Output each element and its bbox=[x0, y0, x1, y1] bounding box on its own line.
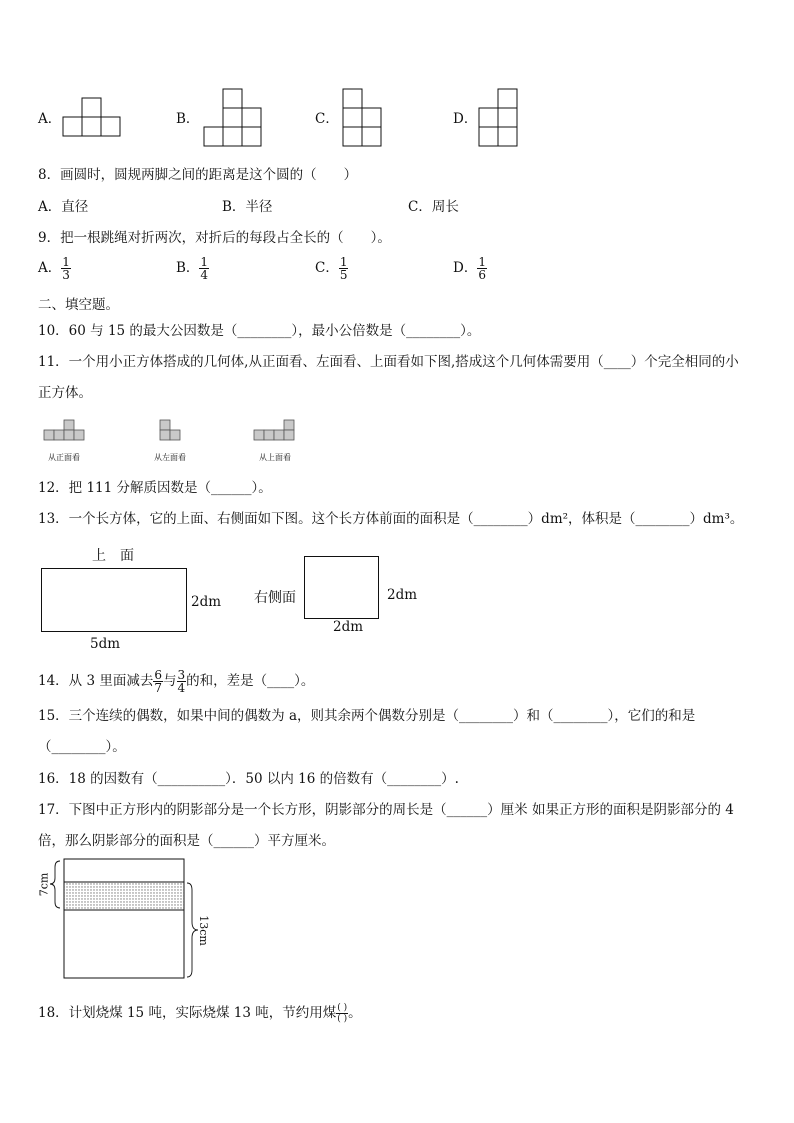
q13-top-face-height: 2dm bbox=[191, 594, 222, 610]
fraction-denominator: 7 bbox=[154, 681, 162, 695]
q18-stem bbox=[38, 1003, 362, 1024]
q7-option-a-label: A． bbox=[38, 111, 62, 127]
fraction-denominator: 6 bbox=[478, 268, 486, 282]
q15-line1: 15．三个连续的偶数，如果中间的偶数为 a，则其余两个偶数分别是（________）和（________），它们的和是 bbox=[38, 708, 696, 724]
q17-line1: 17．下图中正方形内的阴影部分是一个长方形，阴影部分的周长是（______）厘米 如果正方形的面积是阴影部分的 4 bbox=[38, 802, 734, 818]
q13-stem: 13．一个长方体，它的上面、右侧面如下图。这个长方体前面的面积是（________）dm²，体积是（________）dm³。 bbox=[38, 511, 744, 527]
q7-option-c-figure bbox=[342, 88, 384, 148]
fraction-denominator: 5 bbox=[339, 268, 348, 282]
q11-front-view bbox=[44, 418, 88, 446]
q11-front-caption: 从正面看 bbox=[48, 453, 80, 462]
q8-option-c: C．周长 bbox=[408, 199, 459, 215]
q13-top-face-title: 上 面 bbox=[92, 548, 134, 564]
q9-option-c-label: C． bbox=[315, 260, 339, 276]
q9-option-a-fraction bbox=[61, 256, 71, 281]
q12-stem: 12．把 111 分解质因数是（______）。 bbox=[38, 480, 272, 496]
q13-side-face-title: 右侧面 bbox=[254, 590, 296, 606]
q16-stem: 16．18 的因数有（__________）．50 以内 16 的倍数有（________）. bbox=[38, 771, 459, 787]
q17-line2: 倍，那么阴影部分的面积是（______）平方厘米。 bbox=[38, 833, 335, 849]
q17-left-dimension: 7cm bbox=[37, 872, 51, 897]
q14-pre: 14．从 3 里面减去 bbox=[38, 673, 154, 689]
q17-shaded-rectangle bbox=[64, 882, 184, 910]
fraction-denominator: 3 bbox=[62, 268, 70, 282]
q7-option-b-label: B． bbox=[176, 111, 200, 127]
q7-option-a-figure bbox=[62, 98, 122, 138]
fraction-numerator: 1 bbox=[62, 255, 70, 269]
q11-line2: 正方体。 bbox=[38, 385, 92, 401]
q11-line1: 11．一个用小正方体搭成的几何体,从正面看、左面看、上面看如下图,搭成这个几何体需要用（____）个完全相同的小 bbox=[38, 354, 739, 370]
q18-post: 。 bbox=[348, 1005, 362, 1021]
fraction-numerator: 6 bbox=[154, 668, 162, 682]
q13-side-face-width: 2dm bbox=[333, 619, 364, 635]
fraction-numerator: 1 bbox=[339, 255, 348, 269]
q10-stem: 10．60 与 15 的最大公因数是（________），最小公倍数是（________）。 bbox=[38, 323, 481, 339]
q17-left-dim-wrap bbox=[36, 872, 56, 897]
q9-option-c-fraction bbox=[339, 256, 349, 281]
q11-left-caption: 从左面看 bbox=[154, 453, 186, 462]
fraction-numerator: 1 bbox=[478, 255, 486, 269]
q9-option-a bbox=[38, 256, 71, 281]
section-heading: 二、填空题。 bbox=[38, 297, 119, 313]
q8-option-a: A．直径 bbox=[38, 199, 89, 215]
q13-top-face-width: 5dm bbox=[90, 636, 121, 652]
q13-side-face-rect bbox=[304, 556, 379, 619]
fraction-denominator: ( ) bbox=[337, 1014, 348, 1024]
fraction-denominator: 4 bbox=[200, 268, 209, 282]
q11-left-view bbox=[159, 418, 183, 446]
q9-option-b bbox=[176, 256, 209, 281]
q13-top-face-rect bbox=[41, 568, 187, 632]
fraction-numerator: 1 bbox=[200, 255, 209, 269]
q17-right-dim-wrap bbox=[196, 915, 216, 946]
q9-option-c bbox=[315, 256, 348, 281]
q9-option-b-label: B． bbox=[176, 260, 200, 276]
q9-option-b-fraction bbox=[199, 256, 209, 281]
q17-right-dimension: 13cm bbox=[196, 915, 210, 946]
q17-square bbox=[64, 859, 184, 978]
fraction-numerator: ( ) bbox=[337, 1003, 348, 1013]
q11-top-caption: 从上面看 bbox=[259, 453, 291, 462]
q9-option-a-label: A． bbox=[38, 260, 62, 276]
q8-option-b: B．半径 bbox=[222, 199, 273, 215]
q8-stem: 8．画圆时，圆规两脚之间的距离是这个圆的（ ） bbox=[38, 167, 358, 183]
q18-pre: 18．计划烧煤 15 吨，实际烧煤 13 吨，节约用煤 bbox=[38, 1005, 337, 1021]
q9-option-d bbox=[453, 256, 487, 281]
q14-fraction-2 bbox=[177, 669, 187, 694]
q14-stem bbox=[38, 669, 314, 694]
q18-fraction bbox=[336, 1003, 348, 1024]
q9-option-d-label: D． bbox=[453, 260, 478, 276]
q11-top-view bbox=[254, 418, 298, 446]
q9-option-d-fraction bbox=[477, 256, 487, 281]
fraction-denominator: 4 bbox=[177, 681, 186, 695]
q14-mid: 与 bbox=[163, 673, 177, 689]
q9-stem: 9．把一根跳绳对折两次，对折后的每段占全长的（ ）。 bbox=[38, 230, 391, 246]
q13-side-face-height: 2dm bbox=[387, 587, 418, 603]
q15-line2: （________）。 bbox=[38, 739, 126, 755]
q7-option-d-label: D． bbox=[453, 111, 478, 127]
q7-option-c-label: C． bbox=[315, 111, 339, 127]
q14-post: 的和，差是（____）。 bbox=[186, 673, 315, 689]
q14-fraction-1 bbox=[153, 669, 163, 694]
q7-option-d-figure bbox=[478, 88, 520, 148]
q7-option-b-figure bbox=[203, 88, 263, 148]
fraction-numerator: 3 bbox=[177, 668, 186, 682]
